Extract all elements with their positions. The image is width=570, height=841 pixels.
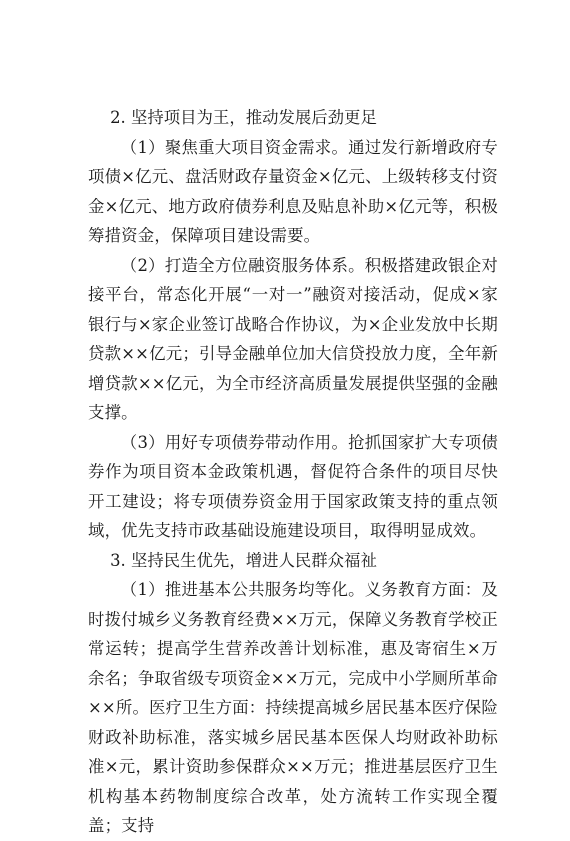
paragraph-public-services: （1）推进基本公共服务均等化。义务教育方面：及时拨付城乡义务教育经费××万元，保障义务教育学校正常运转；提高学生营养改善计划标准，惠及寄宿生×万余名；争取省级专项资金××万元，完成中小学厕所革命××所。医疗卫生方面：持续提高城乡居民基本医疗保险财政补助标准，落实城乡居民基本医保人均财政补助标准×元，累计资助参保群众××万元；推进基层医疗卫生机构基本药物制度综合改革，处方流转工作实现全覆盖；支持 xyxy=(88,580,498,835)
section-heading-2: 2. 坚持项目为王，推动发展后劲更足 xyxy=(110,108,377,127)
paragraph-special-bonds: （3）用好专项债券带动作用。抢抓国家扩大专项债券作为项目资本金政策机遇，督促符合条件的项目尽快开工建设；将专项债券资金用于国家政策支持的重点领域，优先支持市政基础设施建设项目，取得明显成效。 xyxy=(88,432,498,540)
section-heading-3: 3. 坚持民生优先，增进人民群众福祉 xyxy=(110,550,377,570)
paragraph-major-project-funding: （1）聚焦重大项目资金需求。通过发行新增政府专项债×亿元、盘活财政存量资金×亿元、上级转移支付资金×亿元、地方政府债券利息及贴息补助×亿元等，积极筹措资金，保障项目建设需要。 xyxy=(88,137,498,245)
document-body xyxy=(88,103,498,841)
paragraph-financing-service-system: （2）打造全方位融资服务体系。积极搭建政银企对接平台，常态化开展“一对一”融资对接活动，促成×家银行与×家企业签订战略合作协议，为×企业发放中长期贷款××亿元；引导金融单位加大信贷投放力度，全年新增贷款××亿元，为全市经济高质量发展提供坚强的金融支撑。 xyxy=(88,255,498,422)
